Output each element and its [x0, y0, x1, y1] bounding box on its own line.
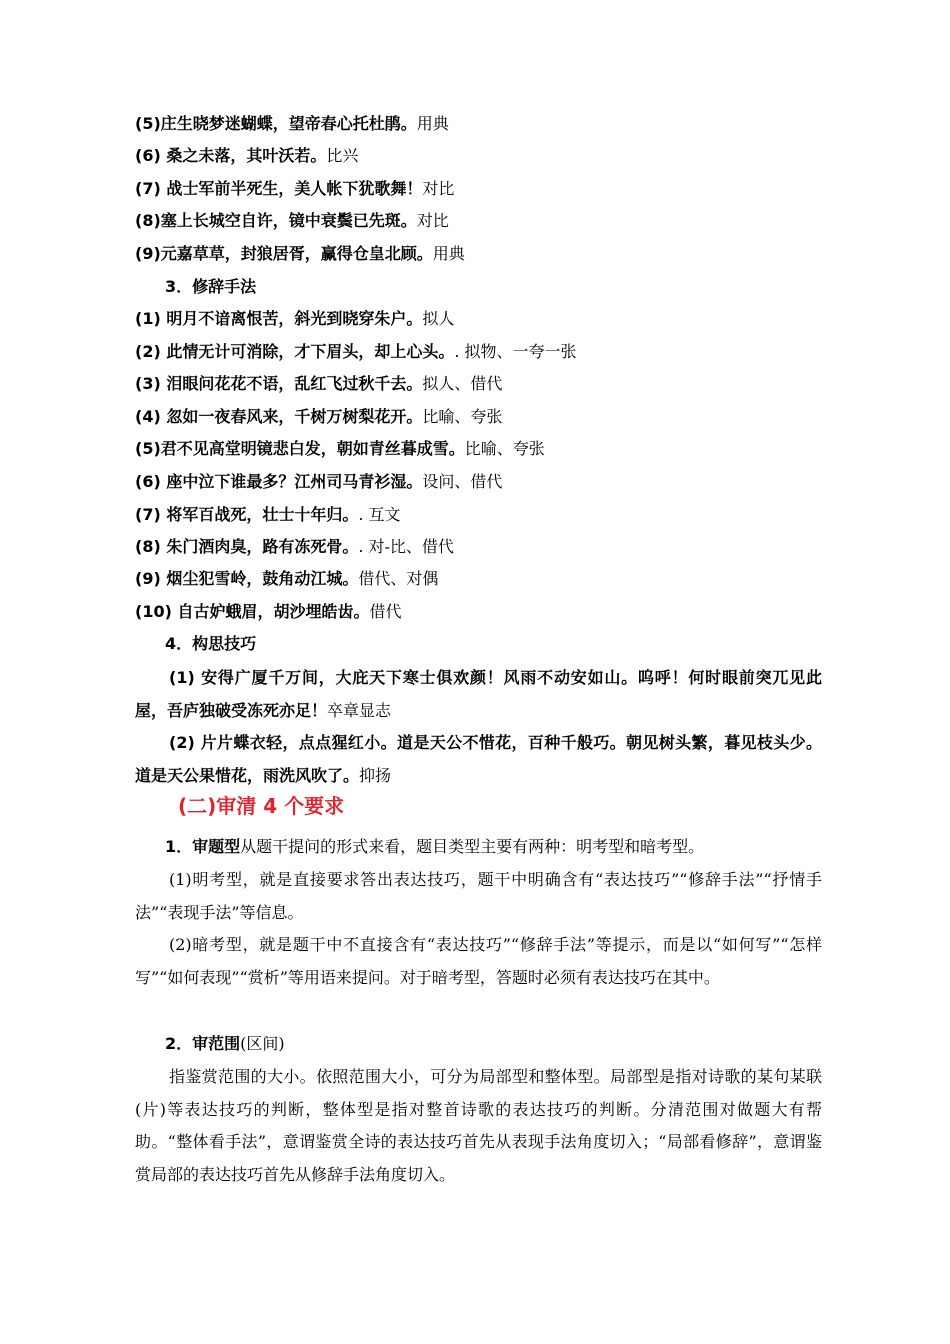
- rhetoric-item: (4) 忽如一夜春风来，千树万树梨花开。比喻、夸张: [135, 407, 503, 426]
- subsection-question-type: 1．审题型从题干提问的形式来看，题目类型主要有两种：明考型和暗考型。: [165, 837, 705, 856]
- conception-item: (1) 安得广厦千万间，大庇天下寒士俱欢颜！风雨不动安如山。呜呼！何时眼前突兀见此屋，吾庐独破受冻死亦足！卒章显志: [135, 668, 822, 720]
- section-title-rhetoric: 3．修辞手法: [165, 277, 257, 296]
- rhetoric-item: (8) 朱门酒肉臭，路有冻死骨。. 对-比、借代: [135, 537, 454, 556]
- rhetoric-item: (6) 座中泣下谁最多？江州司马青衫湿。设问、借代: [135, 472, 503, 491]
- rhetoric-item: (3) 泪眼问花花不语，乱红飞过秋千去。拟人、借代: [135, 374, 503, 393]
- paragraph-explicit-type: (1)明考型，就是直接要求答出表达技巧，题干中明确含有“表达技巧”“修辞手法”“抒情手法”“表现手法”等信息。: [135, 870, 822, 922]
- allusion-item: (5)庄生晓梦迷蝴蝶，望帝春心托杜鹃。用典: [135, 114, 449, 133]
- subsection-scope: 2．审范围(区间): [165, 1034, 285, 1053]
- part2-heading: (二)审清 4 个要求: [178, 794, 345, 818]
- allusion-item: (9)元嘉草草，封狼居胥，赢得仓皇北顾。用典: [135, 244, 465, 263]
- rhetoric-item: (7) 将军百战死，壮士十年归。. 互文: [135, 505, 401, 524]
- conception-item: (2) 片片蝶衣轻，点点猩红小。道是天公不惜花，百种千般巧。朝见树头繁，暮见枝头少。道是天公果惜花，雨洗风吹了。抑扬: [135, 733, 822, 785]
- rhetoric-item: (5)君不见高堂明镜悲白发，朝如青丝暮成雪。比喻、夸张: [135, 439, 545, 458]
- rhetoric-item: (1) 明月不谙离恨苦，斜光到晓穿朱户。拟人: [135, 309, 455, 328]
- allusion-item: (8)塞上长城空自许，镜中衰鬓已先斑。对比: [135, 211, 449, 230]
- allusion-item: (6) 桑之未落，其叶沃若。比兴: [135, 146, 359, 165]
- allusion-item: (7) 战士军前半死生，美人帐下犹歌舞！对比: [135, 179, 455, 198]
- rhetoric-item: (10) 自古妒蛾眉，胡沙埋皓齿。借代: [135, 602, 402, 621]
- rhetoric-item: (2) 此情无计可消除，才下眉头，却上心头。. 拟物、一夸一张: [135, 342, 577, 361]
- rhetoric-item: (9) 烟尘犯雪岭，鼓角动江城。借代、对偶: [135, 569, 439, 588]
- paragraph-implicit-type: (2)暗考型，就是题干中不直接含有“表达技巧”“修辞手法”等提示，而是以“如何写”“怎样写”“如何表现”“赏析”等用语来提问。对于暗考型，答题时必须有表达技巧在其中。: [135, 935, 822, 987]
- section-title-conception: 4．构思技巧: [165, 634, 257, 653]
- paragraph-scope: 指鉴赏范围的大小。依照范围大小，可分为局部型和整体型。局部型是指对诗歌的某句某联(片)等表达技巧的判断，整体型是指对整首诗歌的表达技巧的判断。分清范围对做题大有帮助。“整体看手法”，意谓鉴赏全诗的表达技巧首先从表现手法角度切入；“局部看修辞”，意谓鉴赏局部的表达技巧首先从修辞手法角度切入。: [135, 1067, 822, 1184]
